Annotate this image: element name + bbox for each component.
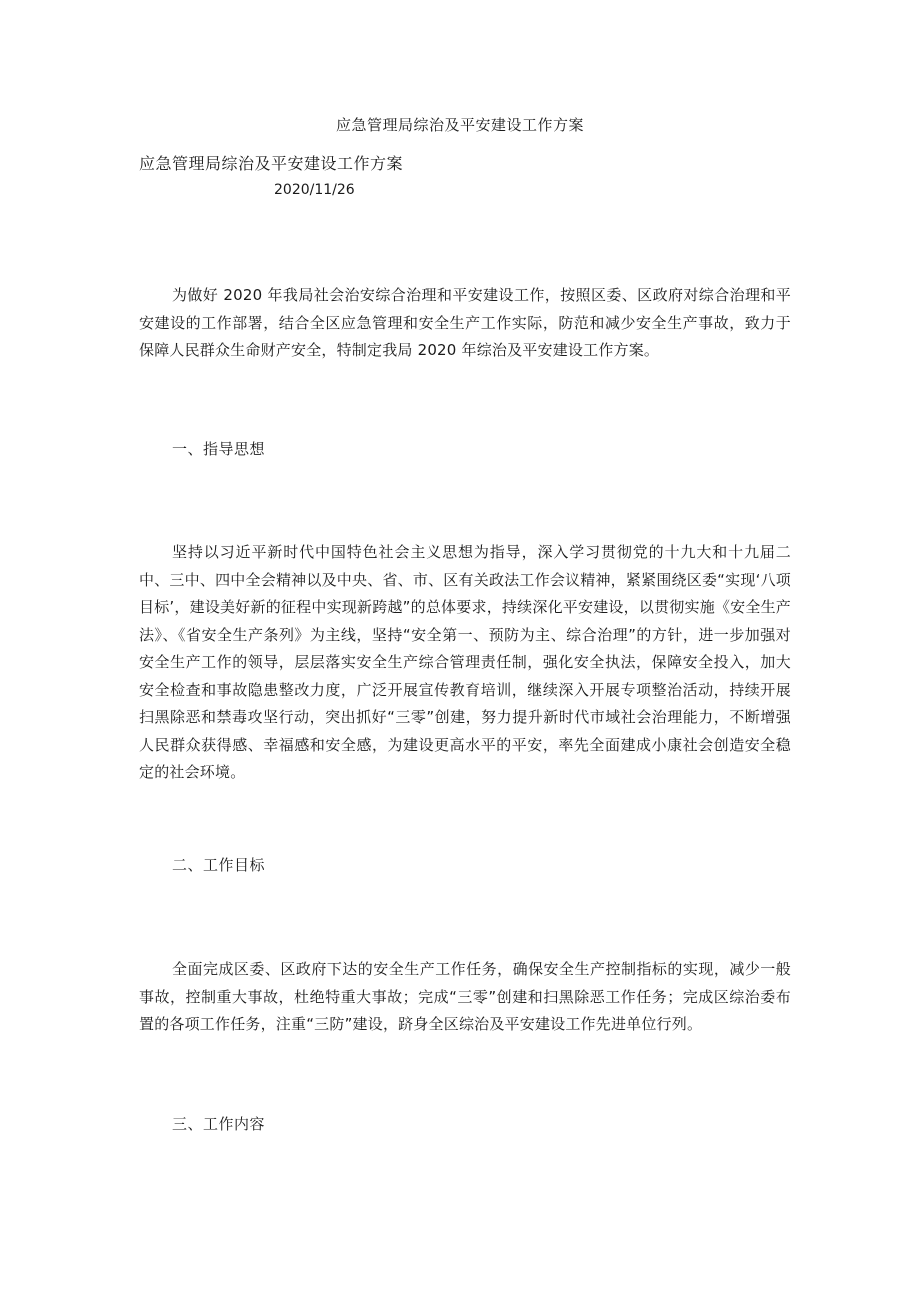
intro-paragraph: 为做好 2020 年我局社会治安综合治理和平安建设工作，按照区委、区政府对综合治理和平安建设的工作部署，结合全区应急管理和安全生产工作实际，防范和减少安全生产事故，致力于保障人民群众生命财产安全，特制定我局 2020 年综治及平安建设工作方案。	[139, 286, 791, 359]
document-date: 2020/11/26	[274, 182, 355, 198]
section-heading-work-content: 三、工作内容	[172, 1115, 266, 1133]
section-heading-work-goals: 二、工作目标	[172, 856, 266, 874]
page-header-title: 应急管理局综治及平安建设工作方案	[335, 116, 584, 134]
section-heading-guiding-ideology: 一、指导思想	[172, 440, 266, 458]
section-body-guiding-ideology: 坚持以习近平新时代中国特色社会主义思想为指导，深入学习贯彻党的十九大和十九届二中、三中、四中全会精神以及中央、省、市、区有关政法工作会议精神，紧紧围绕区委“实现‘八项目标’，建设美好新的征程中实现新跨越”的总体要求，持续深化平安建设，以贯彻实施《安全生产法》、《省安全生产条列》为主线，坚持“安全第一、预防为主、综合治理”的方针，进一步加强对安全生产工作的领导，层层落实安全生产综合管理责任制，强化安全执法，保障安全投入，加大安全检查和事故隐患整改力度，广泛开展宣传教育培训，继续深入开展专项整治活动，持续开展扫黑除恶和禁毒攻坚行动，突出抓好“三零”创建，努力提升新时代市域社会治理能力，不断增强人民群众获得感、幸福感和安全感，为建设更高水平的平安，率先全面建成小康社会创造安全稳定的社会环境。	[139, 543, 791, 781]
section-body-work-goals: 全面完成区委、区政府下达的安全生产工作任务，确保安全生产控制指标的实现，减少一般事故，控制重大事故，杜绝特重大事故；完成“三零”创建和扫黑除恶工作任务；完成区综治委布置的各项工作任务，注重“三防”建设，跻身全区综治及平安建设工作先进单位行列。	[139, 960, 791, 1033]
document-title: 应急管理局综治及平安建设工作方案	[139, 154, 404, 173]
